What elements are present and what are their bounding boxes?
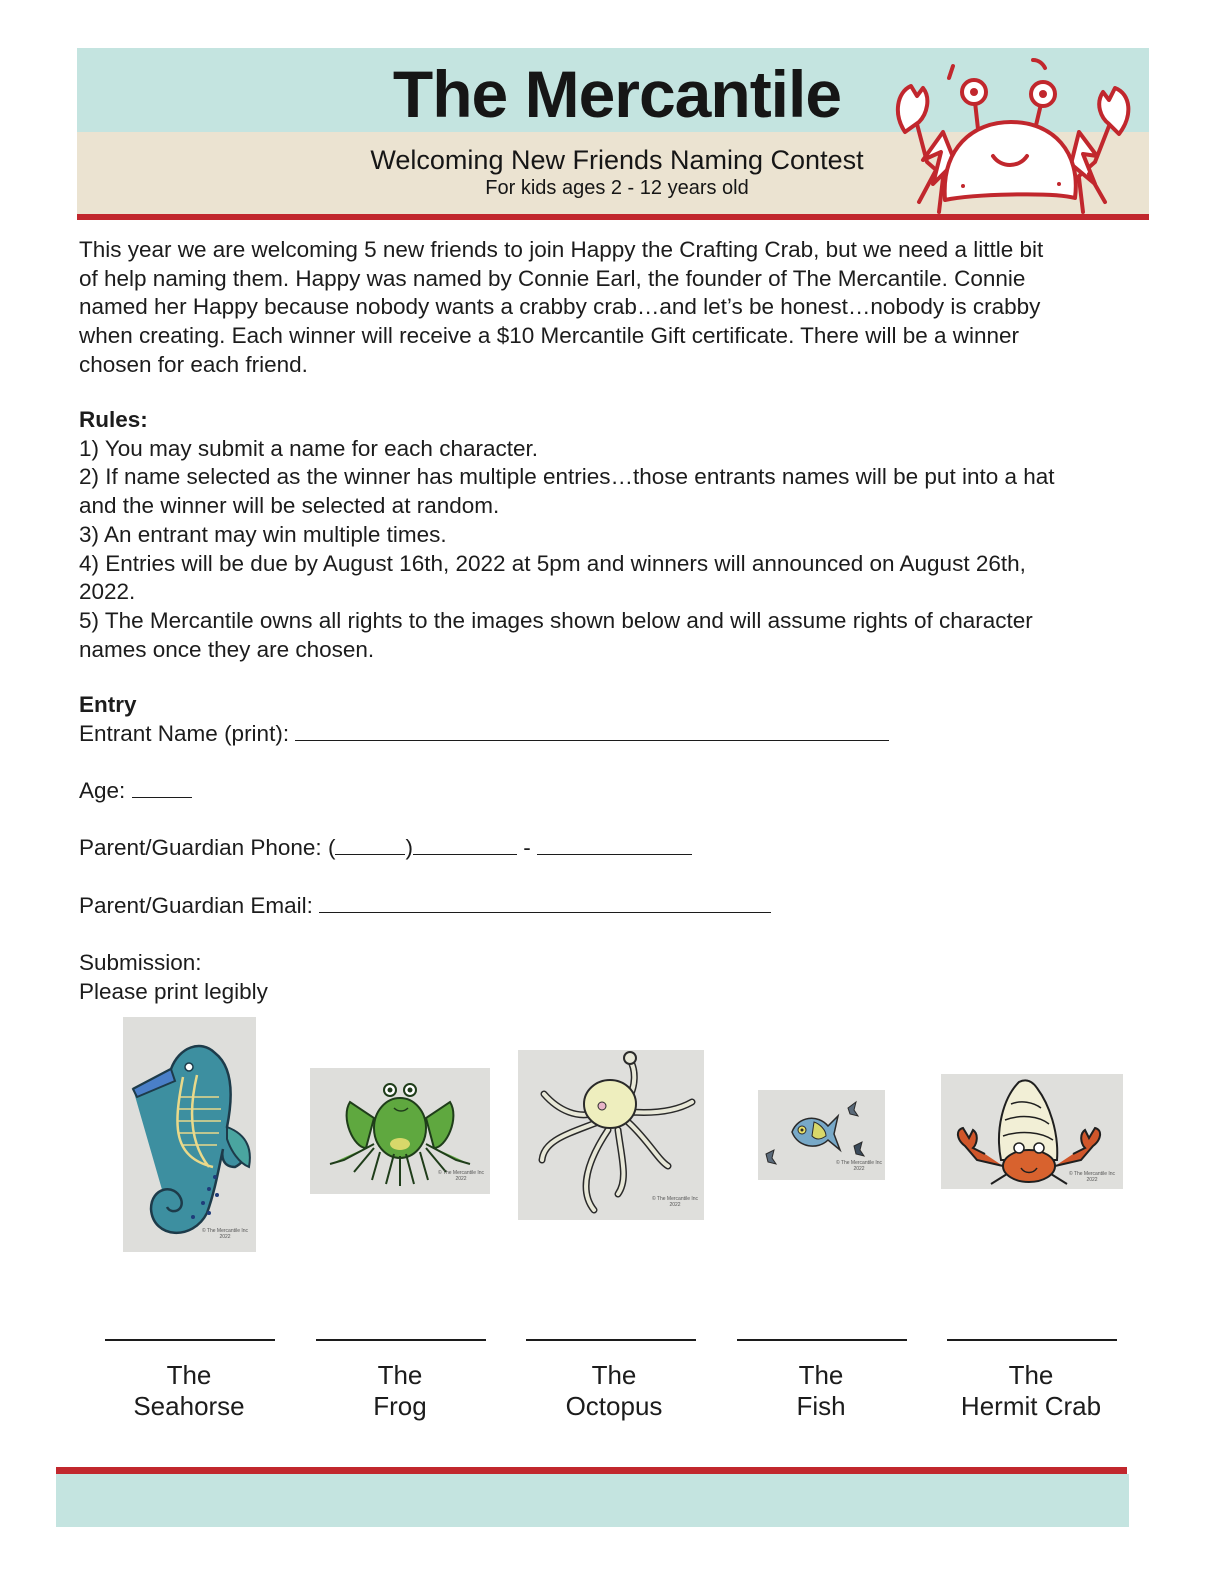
submission-label: Submission: <box>79 950 202 976</box>
label-line: The <box>591 1360 637 1390</box>
email-row <box>79 892 1139 921</box>
phone-paren-close: ) <box>405 835 413 861</box>
footer-red-rule <box>56 1467 1127 1474</box>
email-field[interactable] <box>319 892 771 913</box>
copyright-note: © The Mercantile Inc 2022 <box>651 1196 699 1208</box>
label-line: Frog <box>373 1391 427 1421</box>
frog-label <box>300 1360 500 1422</box>
rules-heading: Rules: <box>79 407 148 432</box>
intro-paragraph <box>79 236 1139 380</box>
age-range: For kids ages 2 - 12 years old <box>485 177 749 199</box>
header-banner <box>77 48 1149 220</box>
label-line: Hermit Crab <box>960 1391 1102 1421</box>
label-line: Octopus <box>565 1391 663 1421</box>
rule-line: 5) The Mercantile owns all rights to the images shown below and will assume rights of character <box>79 607 1033 633</box>
rule-line: 2) If name selected as the winner has multiple entries…those entrants names will be put into a hat <box>79 464 1055 490</box>
phone-label: Parent/Guardian Phone: <box>79 835 322 861</box>
label-line: The <box>166 1360 212 1390</box>
hermit-crab-drawing <box>941 1074 1123 1189</box>
phone-prefix-field[interactable] <box>413 834 517 855</box>
contest-subtitle: Welcoming New Friends Naming Contest <box>370 145 864 175</box>
fish-label <box>721 1360 921 1422</box>
page-title: The Mercantile <box>392 57 842 131</box>
phone-dash: - <box>523 835 531 861</box>
entry-section <box>79 691 1139 1007</box>
phone-paren-open: ( <box>327 835 336 861</box>
footer-teal-band <box>56 1474 1129 1527</box>
intro-line: This year we are welcoming 5 new friends to join Happy the Crafting Crab, but we need a little bit <box>79 237 1044 262</box>
entrant-name-row <box>79 720 1139 749</box>
intro-line: of help naming them. Happy was named by Connie Earl, the founder of The Mercantile. Connie <box>79 265 1026 291</box>
age-field[interactable] <box>132 777 192 798</box>
rule-line: 3) An entrant may win multiple times. <box>79 521 447 547</box>
frog-name-field[interactable] <box>316 1339 486 1341</box>
crab-icon <box>883 52 1141 216</box>
label-line: The <box>1008 1360 1054 1390</box>
fish-name-field[interactable] <box>737 1339 907 1341</box>
rule-line: and the winner will be selected at random. <box>79 493 500 519</box>
rule-line: 2022. <box>79 579 136 605</box>
entry-heading: Entry <box>79 692 137 717</box>
label-line: Fish <box>796 1391 846 1421</box>
copyright-note: © The Mercantile Inc 2022 <box>201 1228 249 1240</box>
rule-line: 1) You may submit a name for each character. <box>79 435 538 461</box>
label-line: Seahorse <box>133 1391 245 1421</box>
copyright-note: © The Mercantile Inc 2022 <box>437 1170 485 1182</box>
copyright-note: © The Mercantile Inc 2022 <box>835 1160 883 1172</box>
hermit-crab-label <box>931 1360 1131 1422</box>
frog-drawing <box>310 1068 490 1194</box>
phone-area-code-field[interactable] <box>335 834 405 855</box>
seahorse-name-field[interactable] <box>105 1339 275 1341</box>
phone-row <box>79 834 1139 863</box>
age-label: Age: <box>79 778 126 804</box>
octopus-name-field[interactable] <box>526 1339 696 1341</box>
rule-line: names once they are chosen. <box>79 636 375 662</box>
seahorse-label <box>89 1360 289 1422</box>
rules-section <box>79 406 1139 664</box>
label-line: The <box>798 1360 844 1390</box>
intro-line: chosen for each friend. <box>79 351 308 377</box>
email-label: Parent/Guardian Email: <box>79 892 313 918</box>
rule-line: 4) Entries will be due by August 16th, 2022 at 5pm and winners will announced on August 26th, <box>79 550 1026 576</box>
submission-hint: Please print legibly <box>79 978 268 1004</box>
label-line: The <box>377 1360 423 1390</box>
age-row <box>79 777 1139 806</box>
entrant-name-field[interactable] <box>295 720 889 741</box>
octopus-drawing <box>518 1050 704 1220</box>
entrant-name-label: Entrant Name (print): <box>79 720 290 746</box>
hermit-crab-name-field[interactable] <box>947 1339 1117 1341</box>
octopus-label <box>514 1360 714 1422</box>
copyright-note: © The Mercantile Inc 2022 <box>1068 1171 1116 1183</box>
intro-line: named her Happy because nobody wants a crabby crab…and let’s be honest…nobody is crabby <box>79 294 1041 320</box>
intro-line: when creating. Each winner will receive a $10 Mercantile Gift certificate. There will be a winner <box>79 323 1020 349</box>
phone-line-field[interactable] <box>537 834 692 855</box>
seahorse-drawing <box>123 1017 256 1252</box>
fish-drawing <box>758 1090 885 1180</box>
